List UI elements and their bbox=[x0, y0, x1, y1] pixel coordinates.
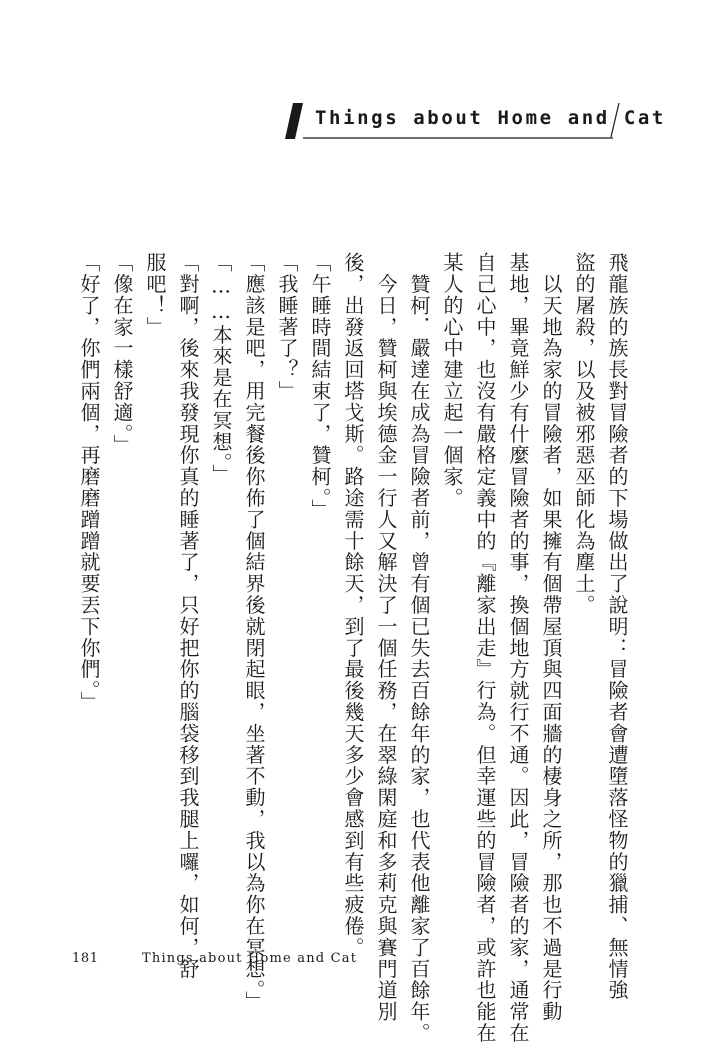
header-black-slash bbox=[285, 103, 303, 139]
text-column-9: 後，出發返回塔戈斯。路途需十餘天，到了最後幾天多少會感到有些疲倦。 bbox=[341, 252, 365, 959]
chapter-header bbox=[283, 103, 666, 139]
text-column-17: 「好了，你們兩個，再磨磨蹭蹭就要丟下你們。」 bbox=[77, 252, 101, 713]
page-number: 181 bbox=[72, 951, 99, 966]
running-footer-title: Things about Home and Cat bbox=[142, 951, 358, 966]
text-column-2: 盜的屠殺，以及被邪惡巫師化為塵土。 bbox=[572, 252, 596, 616]
text-column-15: 服吧！」 bbox=[143, 252, 167, 338]
text-column-14: 「對啊，後來我發現你真的睡著了，只好把你的腦袋移到我腿上囉，如何，舒 bbox=[176, 252, 200, 980]
chapter-title: Things about Home and Cat bbox=[315, 107, 666, 129]
text-column-5: 自己心中，也沒有嚴格定義中的『離家出走』行為。但幸運些的冒險者，或許也能在 bbox=[473, 252, 497, 1044]
text-column-16: 「像在家一樣舒適。」 bbox=[110, 252, 134, 456]
text-column-3: 以天地為家的冒險者，如果擁有個帶屋頂與四面牆的棲身之所，那也不過是行動 bbox=[539, 252, 563, 1023]
text-column-7: 贊柯．嚴達在成為冒險者前，曾有個已失去百餘年的家，也代表他離家了百餘年。 bbox=[407, 252, 431, 1044]
text-column-8: 今日，贊柯與埃德金一行人又解決了一個任務，在翠綠閑庭和多莉克與賽門道別 bbox=[374, 252, 398, 1023]
text-column-1: 飛龍族的族長對冒險者的下場做出了說明：冒險者會遭墮落怪物的獵捕、無情強 bbox=[605, 252, 629, 1001]
text-column-13: 「……本來是在冥想。」 bbox=[209, 252, 233, 486]
text-column-6: 某人的心中建立起一個家。 bbox=[440, 252, 464, 509]
text-column-4: 基地，畢竟鮮少有什麼冒險者的事，換個地方就行不通。因此，冒險者的家，通常在 bbox=[506, 252, 530, 1044]
text-column-12: 「應該是吧，用完餐後你佈了個結界後就閉起眼，坐著不動，我以為你在冥想。」 bbox=[242, 252, 266, 1013]
text-column-11: 「我睡著了？」 bbox=[275, 252, 299, 402]
text-column-10: 「午睡時間結束了，贊柯。」 bbox=[308, 252, 332, 521]
